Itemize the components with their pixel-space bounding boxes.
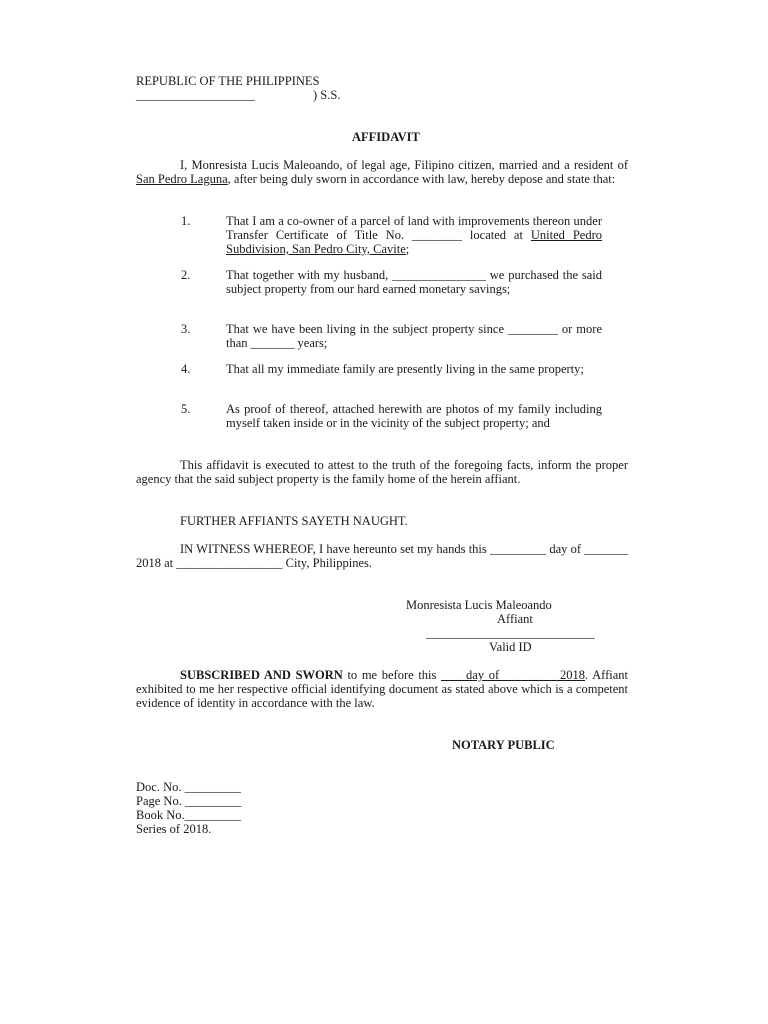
list-item: That all my immediate family are presently living in the same property; xyxy=(226,362,584,376)
jurat-text-2: . Affiant exhibited to me her respective official identifying document as stated above which is a competent evidence of identity in accordance with the law. xyxy=(136,668,628,710)
intro-paragraph xyxy=(136,158,628,186)
affiant-label: Affiant xyxy=(497,612,533,626)
residence: San Pedro Laguna xyxy=(136,172,228,186)
item-number: 4. xyxy=(181,362,191,376)
republic-heading: REPUBLIC OF THE PHILIPPINES xyxy=(136,74,320,88)
valid-id-label: Valid ID xyxy=(489,640,532,654)
property-location: United Pedro Subdivision, San Pedro City, Cavite xyxy=(226,228,602,256)
series-of: Series of 2018. xyxy=(136,822,212,836)
item-number: 1. xyxy=(181,214,191,228)
further-affiants: FURTHER AFFIANTS SAYETH NAUGHT. xyxy=(180,514,408,528)
item-text: ; xyxy=(405,242,410,256)
item-text: located at xyxy=(462,228,531,242)
item-number: 5. xyxy=(181,402,191,416)
title-number-blank: ________ xyxy=(412,228,462,242)
doc-no: Doc. No. _________ xyxy=(136,780,241,794)
notary-public-label: NOTARY PUBLIC xyxy=(452,738,555,752)
closing-paragraph: This affidavit is executed to attest to the truth of the foregoing facts, inform the proper agency that the said subject property is the family home of the herein affiant. xyxy=(136,458,628,486)
book-no: Book No._________ xyxy=(136,808,241,822)
signature-line: ___________________________ xyxy=(426,626,595,640)
list-item: That we have been living in the subject property since ________ or more than _______ years; xyxy=(226,322,602,350)
jurat-bold: SUBSCRIBED AND SWORN xyxy=(180,668,343,682)
intro-text-1: I, Monresista Lucis Maleoando, of legal age, Filipino citizen, married and a resident of xyxy=(180,158,628,172)
item-number: 3. xyxy=(181,322,191,336)
jurat-paragraph xyxy=(136,668,628,710)
witness-paragraph: IN WITNESS WHEREOF, I have hereunto set my hands this _________ day of _______ 2018 at _________________ City, Philippines. xyxy=(136,542,628,570)
item-number: 2. xyxy=(181,268,191,282)
item-text: That I am a co-owner of a parcel of land with improvements thereon under Transfer Certificate of Title No. xyxy=(226,214,602,242)
affiant-name: Monresista Lucis Maleoando xyxy=(406,598,552,612)
list-item: That together with my husband, _______________ we purchased the said subject property from our hard earned monetary savings; xyxy=(226,268,602,296)
jurat-text-1: to me before this xyxy=(342,668,442,682)
intro-text-2: , after being duly sworn in accordance with law, hereby depose and state that: xyxy=(227,172,616,186)
list-item: As proof of thereof, attached herewith are photos of my family including myself taken inside or in the vicinity of the subject property; and xyxy=(226,402,602,430)
list-item xyxy=(226,214,602,256)
jurat-date-blank: ____day of _________2018 xyxy=(441,668,586,682)
venue-blank: ___________________ xyxy=(136,88,255,102)
page-no: Page No. _________ xyxy=(136,794,242,808)
document-title: AFFIDAVIT xyxy=(352,130,420,144)
ss-label: ) S.S. xyxy=(313,88,341,102)
